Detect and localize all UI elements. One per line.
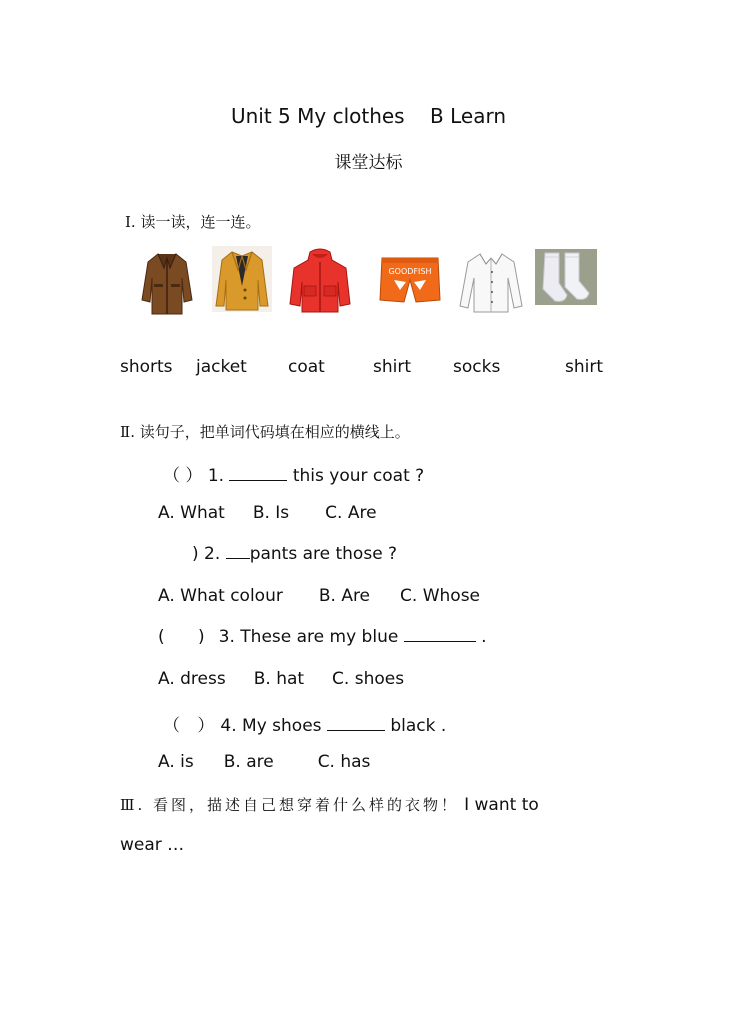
svg-text:GOODFISH: GOODFISH — [388, 267, 432, 276]
option-b: B. Are — [318, 586, 371, 606]
title-lesson: B Learn — [430, 104, 507, 128]
jacket-image — [140, 248, 194, 318]
option-b: B. hat — [253, 669, 305, 689]
word-2: jacket — [196, 357, 247, 377]
red-sweater-image — [288, 248, 352, 314]
section2-heading: Ⅱ. 读句子，把单词代码填在相应的横线上。 — [120, 423, 410, 441]
word-5: socks — [453, 357, 501, 377]
coat-image — [212, 246, 272, 312]
question-3 — [158, 627, 487, 647]
question-text: 3. These are my blue — [218, 627, 399, 647]
question-text: this your coat ? — [292, 466, 425, 486]
question-text: 4. My shoes — [220, 716, 322, 736]
answer-paren[interactable]: （ ） — [163, 716, 221, 736]
option-a: A. is — [158, 752, 194, 772]
word-3: coat — [288, 357, 325, 377]
socks-image — [535, 249, 597, 305]
shirt-image — [458, 248, 524, 314]
q1-options — [158, 503, 377, 523]
question-2 — [192, 544, 397, 564]
question-4 — [163, 711, 446, 736]
option-a: A. What colour — [158, 586, 283, 606]
page-title — [0, 104, 737, 128]
page-subtitle: 课堂达标 — [334, 153, 403, 173]
option-b: B. are — [223, 752, 274, 772]
answer-blank[interactable] — [229, 466, 287, 481]
answer-blank[interactable] — [327, 716, 385, 731]
answer-blank[interactable] — [404, 627, 476, 642]
answer-paren[interactable]: （ ） — [163, 466, 203, 486]
question-number: 1. — [207, 466, 225, 486]
q4-options — [158, 752, 370, 772]
answer-blank[interactable] — [226, 544, 250, 559]
section3-line2: wear … — [120, 835, 185, 855]
question-1 — [163, 461, 424, 486]
option-a: A. dress — [158, 669, 226, 689]
section1-heading: Ⅰ. 读一读，连一连。 — [125, 213, 261, 231]
shorts-image — [378, 254, 442, 306]
word-1: shorts — [120, 357, 173, 377]
question-end: . — [481, 627, 487, 647]
word-6: shirt — [565, 357, 604, 377]
answer-paren[interactable]: ) — [192, 544, 199, 564]
option-c: C. Are — [325, 503, 377, 523]
option-c: C. Whose — [400, 586, 481, 606]
q3-options — [158, 669, 404, 689]
option-c: C. shoes — [332, 669, 405, 689]
section3-heading-en: I want to — [464, 795, 539, 815]
question-text: pants are those ? — [249, 544, 398, 564]
option-a: A. What — [158, 503, 225, 523]
option-b: B. Is — [252, 503, 290, 523]
title-unit: Unit 5 My clothes — [230, 104, 405, 128]
question-end: black . — [390, 716, 447, 736]
word-4: shirt — [373, 357, 412, 377]
answer-paren[interactable]: ( ) — [158, 627, 219, 647]
q2-options — [158, 586, 480, 606]
section3-heading — [120, 794, 539, 815]
question-number: 2. — [204, 544, 221, 564]
section3-heading-cn: Ⅲ. 看图，描述自己想穿着什么样的衣物！ — [120, 796, 460, 814]
option-c: C. has — [317, 752, 371, 772]
